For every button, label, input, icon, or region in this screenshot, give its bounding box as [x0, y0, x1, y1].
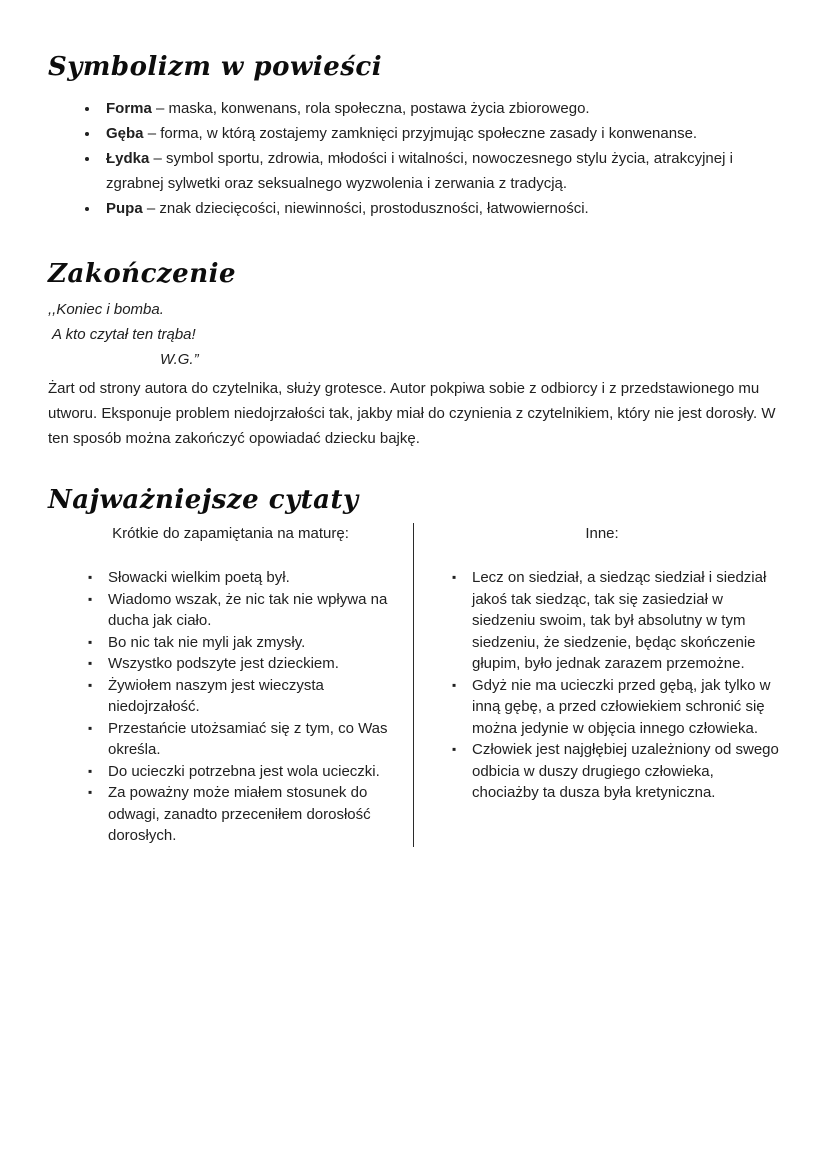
quotes-column-right — [414, 523, 790, 847]
quote-item: ▪ Bo nic tak nie myli jak zmysły. — [88, 632, 413, 654]
symbol-description: – symbol sportu, zdrowia, młodości i witalności, nowoczesnego stylu życia, atrakcyjnej i zgrabnej sylwetki oraz seksualnego wyzwolenia i zerwania z tradycją. — [106, 150, 733, 192]
symbol-description: – maska, konwenans, rola społeczna, postawa życia zbiorowego. — [156, 100, 590, 117]
quote-item: ▪ Żywiołem naszym jest wieczysta niedojrzałość. — [88, 675, 413, 718]
left-column-header: Krótkie do zapamiętania na maturę: — [112, 525, 349, 542]
quote-attribution: W.G.” — [160, 351, 199, 368]
ending-paragraph: Żart od strony autora do czytelnika, służy grotesce. Autor pokpiwa sobie z odbiorcy i z przedstawionego mu utworu. Eksponuje problem niedojrzałości tak, jakby miał do czynienia z czytelnikiem, który nie jest dorosły. W ten sposób można zakończyć opowiadać dziecku bajkę. — [48, 380, 776, 447]
section-heading-symbolism: Symbolizm w powieści — [48, 52, 383, 82]
quote-item: ▪ Lecz on siedział, a siedząc siedział i siedział jakoś tak siedząc, tak się zasiedział w siedzeniu swoim, tak był absolutny w tym siedzeniu, że siedzenie, będąc skończenie głupim, było jednak zarazem przemożne. — [452, 567, 784, 675]
symbolism-list — [48, 96, 790, 221]
symbol-term: Pupa — [106, 200, 143, 217]
left-quotes-list — [88, 567, 413, 847]
quote-item: ▪ Wszystko podszyte jest dzieckiem. — [88, 653, 413, 675]
list-item — [100, 121, 790, 146]
list-item — [100, 96, 790, 121]
list-item — [100, 146, 790, 196]
section-ending — [48, 257, 790, 451]
symbol-description: – forma, w którą zostajemy zamknięci przyjmując społeczne zasady i konwenanse. — [147, 125, 698, 142]
symbol-term: Gęba — [106, 125, 144, 142]
quote-item: ▪ Gdyż nie ma ucieczki przed gębą, jak tylko w inną gębę, a przed człowiekiem schronić się można jedynie w objęcia innego człowieka. — [452, 675, 784, 740]
quote-item: ▪ Wiadomo wszak, że nic tak nie wpływa na ducha jak ciało. — [88, 589, 413, 632]
list-item — [100, 196, 790, 221]
right-quotes-list — [452, 567, 784, 804]
quotes-column-left — [48, 523, 413, 847]
section-heading-ending: Zakończenie — [48, 259, 237, 289]
section-symbolism — [48, 50, 790, 221]
quote-item: ▪ Słowacki wielkim poetą był. — [88, 567, 413, 589]
ending-quote — [48, 297, 790, 372]
quote-item: ▪ Przestańcie utożsamiać się z tym, co Was określa. — [88, 718, 413, 761]
quotes-columns — [48, 523, 790, 847]
section-heading-quotes: Najważniejsze cytaty — [48, 485, 359, 515]
quote-item: ▪ Do ucieczki potrzebna jest wola ucieczki. — [88, 761, 413, 783]
quote-line: ,,Koniec i bomba. — [48, 301, 164, 318]
symbol-term: Forma — [106, 100, 152, 117]
symbol-term: Łydka — [106, 150, 150, 167]
quote-item: ▪ Za poważny może miałem stosunek do odwagi, zanadto przeceniłem dorosłość dorosłych. — [88, 782, 413, 847]
section-quotes — [48, 483, 790, 847]
quote-line: A kto czytał ten trąba! — [52, 326, 196, 343]
right-column-header: Inne: — [585, 525, 619, 542]
symbol-description: – znak dziecięcości, niewinności, prostoduszności, łatwowierności. — [146, 200, 589, 217]
quote-item: ▪ Człowiek jest najgłębiej uzależniony od swego odbicia w duszy drugiego człowieka, chociażby ta dusza była kretyniczna. — [452, 739, 784, 804]
